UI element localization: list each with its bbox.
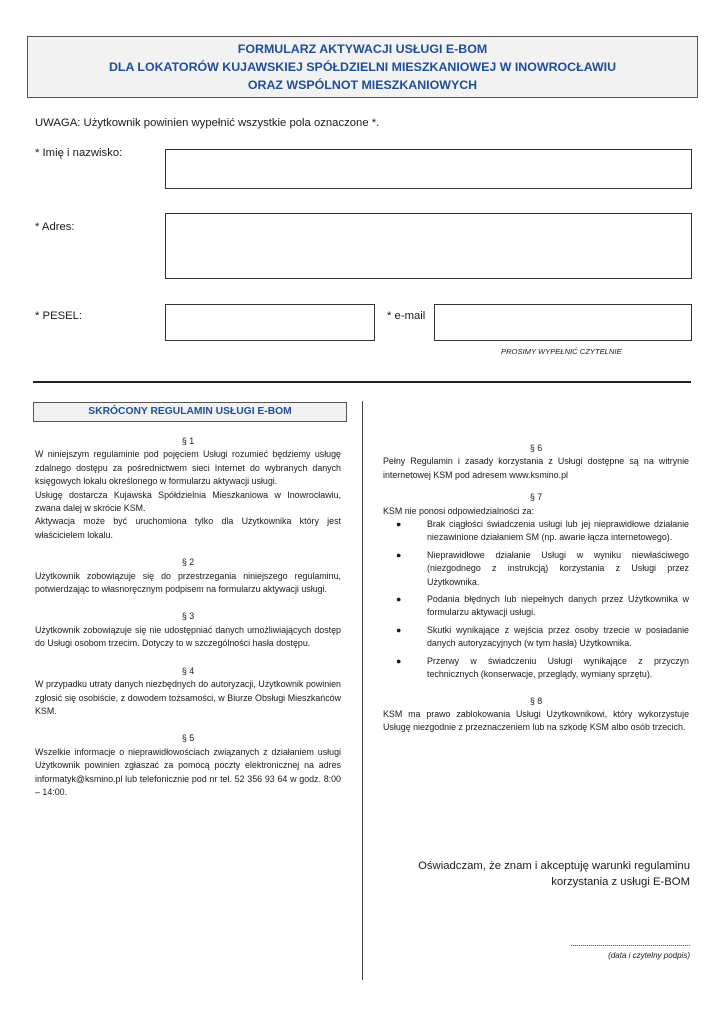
signature-caption: (data i czytelny podpis) — [608, 951, 690, 960]
declaration-line2: korzystania z usługi E-BOM — [551, 876, 690, 888]
rules-title: SKRÓCONY REGULAMIN USŁUGI E-BOM — [33, 402, 347, 422]
pesel-label: * PESEL: — [35, 310, 83, 322]
list-item: ● Podania błędnych lub niepełnych danych przez Użytkownika w formularzu aktywacji usługi. — [396, 594, 689, 618]
section-8-title: § 8 — [529, 695, 543, 706]
section-divider — [33, 381, 691, 383]
signature-line[interactable]: ............................................................ — [569, 938, 690, 948]
section-6-title: § 6 — [529, 443, 543, 453]
section-3-title: § 3 — [181, 611, 195, 622]
email-field[interactable] — [434, 304, 692, 341]
name-field[interactable] — [165, 149, 692, 189]
section-3-paragraph: Użytkownik zobowiązuje się nie udostępniać danych umożliwiających dostęp do Usługi osobom trzecim. Dotyczy to w szczególności hasła dostępu. — [35, 624, 341, 649]
section-7-paragraph: KSM nie ponosi odpowiedzialności za: — [383, 505, 534, 516]
section-5-title: § 5 — [181, 733, 195, 744]
form-title-line1: FORMULARZ AKTYWACJI USŁUGI E-BOM — [237, 42, 488, 56]
column-divider — [362, 401, 363, 980]
form-header — [27, 36, 698, 98]
section-7-title: § 7 — [529, 492, 543, 503]
list-item: ● Przerwy w świadczeniu Usługi wynikające z przyczyn technicznych (konserwacje, przeglądy, wymiany sprzętu). — [396, 655, 689, 680]
section-1-paragraph-3: Aktywacja może być uruchomiona tylko dla Użytkownika który jest właścicielem lokalu. — [35, 516, 341, 540]
bullet-icon: ● — [396, 624, 402, 635]
legibility-hint: PROSIMY WYPEŁNIĆ CZYTELNIE — [501, 347, 622, 356]
section-1-paragraph-2: Usługę dostarcza Kujawska Spółdzielnia Mieszkaniowa w Inowrocławiu, zwana dalej w skrócie KSM. — [35, 489, 341, 514]
form-title-line2: DLA LOKATORÓW KUJAWSKIEJ SPÓŁDZIELNI MIESZKANIOWEJ W INOWROCŁAWIU — [108, 60, 617, 74]
list-item: ● Nieprawidłowe działanie Usługi w wyniku niewłaściwego (niezgodnego z instrukcją) korzystania z Usługi przez Użytkownika. — [396, 549, 689, 587]
bullet-icon: ● — [396, 519, 402, 530]
declaration-text — [400, 858, 690, 890]
section-2-paragraph: Użytkownik zobowiązuje się do przestrzegania niniejszego regulaminu, potwierdzając to własnoręcznym podpisem na formularzu aktywacji usługi. — [35, 570, 341, 595]
address-label: * Adres: — [35, 221, 75, 233]
liability-list — [383, 518, 689, 681]
declaration-line1: Oświadczam, że znam i akceptuję warunki regulaminu — [418, 860, 690, 872]
section-5-paragraph: Wszelkie informacje o nieprawidłowościach związanych z działaniem usługi Użytkownik powinien zgłaszać za pomocą poczty elektronicznej na adres informatyk@ksmino.pl lub telefonicznie pod nr tel. 52 356 93 64 w godz. 8:00 – 14:00. — [35, 746, 341, 797]
section-6-paragraph: Pełny Regulamin i zasady korzystania z Usługi dostępne są na witrynie internetowej KSM pod adresem www.ksmino.pl — [383, 456, 689, 480]
address-field[interactable] — [165, 213, 692, 279]
name-label: * Imię i nazwisko: — [35, 147, 123, 159]
list-item: ● Skutki wynikające z wejścia przez osoby trzecie w posiadanie danych autoryzacyjnych (w tym hasła) Użytkownika. — [396, 624, 689, 649]
form-title-line3: ORAZ WSPÓLNOT MIESZKANIOWYCH — [247, 78, 478, 92]
section-1-paragraph-1: W niniejszym regulaminie pod pojęciem Usługi rozumieć będziemy usługę zdalnego dostępu za pośrednictwem sieci Internet do wybranych danych księgowych lokalu określonego w formularzu aktywacji usługi. — [35, 449, 341, 487]
bullet-icon: ● — [396, 549, 402, 560]
section-2-title: § 2 — [181, 557, 195, 568]
pesel-field[interactable] — [165, 304, 375, 341]
bullet-icon: ● — [396, 594, 402, 605]
rules-left-column — [35, 435, 341, 799]
section-8-paragraph: KSM ma prawo zablokowania Usługi Użytkownikowi, który wykorzystuje Usługę niezgodnie z przeznaczeniem lub na szkodę KSM albo osób trzecich. — [383, 708, 689, 733]
section-1-title: § 1 — [181, 436, 195, 446]
section-4-title: § 4 — [181, 665, 195, 676]
rules-right-column — [383, 442, 689, 735]
list-item: ● Brak ciągłości świadczenia usługi lub jej nieprawidłowe działanie niezawinione działaniem SM (np. awarie łącza internetowego). — [396, 519, 689, 543]
required-fields-notice: UWAGA: Użytkownik powinien wypełnić wszystkie pola oznaczone *. — [35, 117, 380, 129]
email-label: * e-mail — [387, 310, 426, 322]
section-4-paragraph: W przypadku utraty danych niezbędnych do autoryzacji, Użytkownik powinien zgłosić się osobiście, z dowodem tożsamości, w Biurze Obsługi Mieszkańców KSM. — [35, 679, 341, 716]
bullet-icon: ● — [396, 655, 402, 666]
